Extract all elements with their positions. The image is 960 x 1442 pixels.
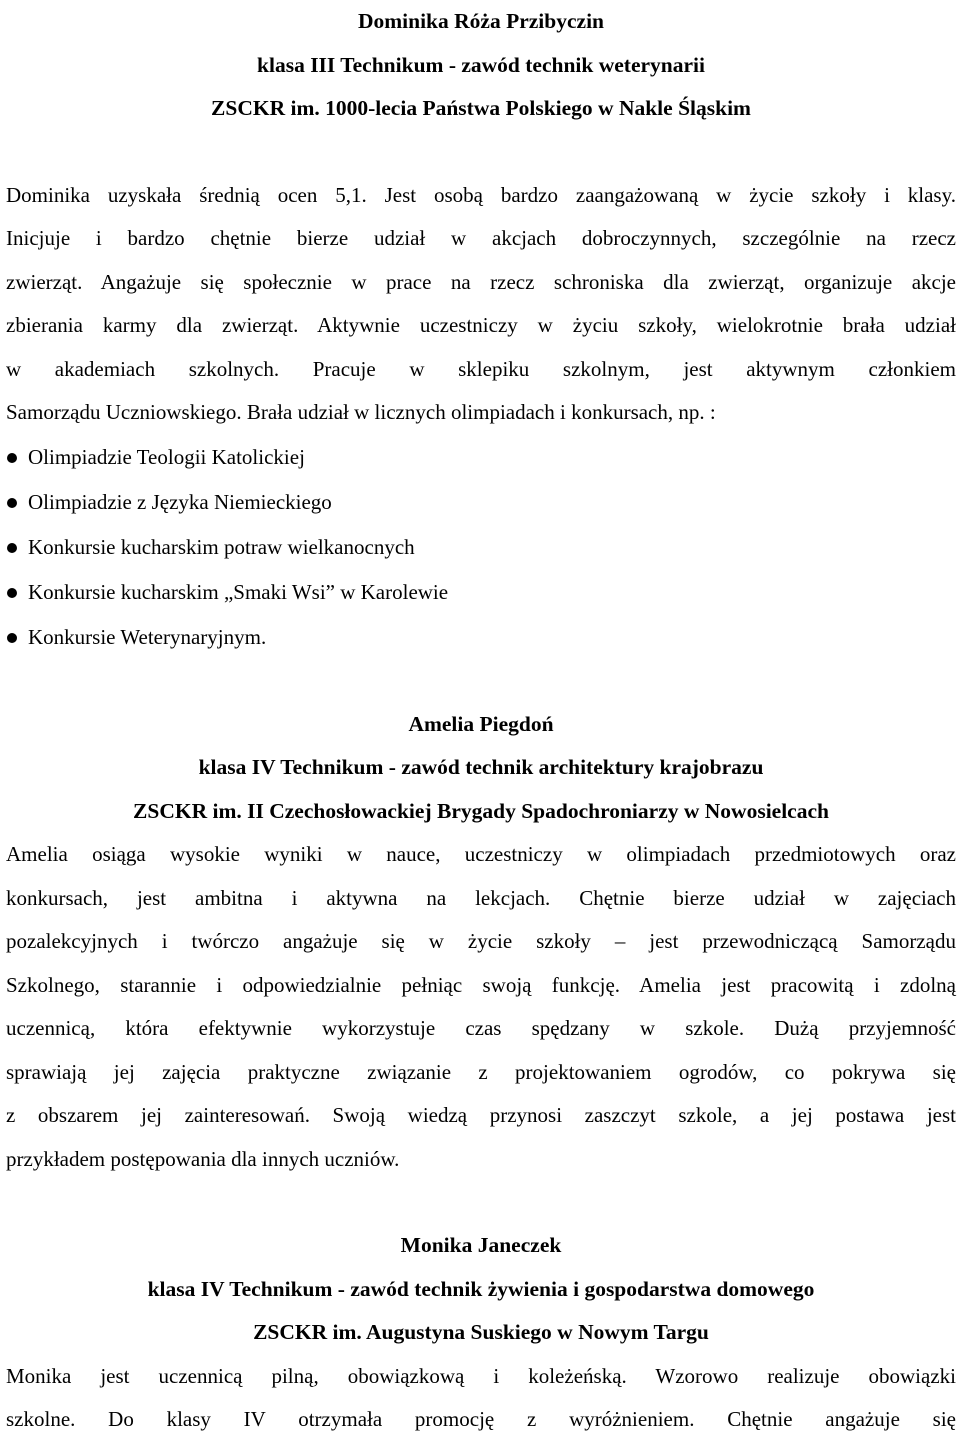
list-item-text: Olimpiadzie z Języka Niemieckiego xyxy=(28,489,332,514)
spacer xyxy=(6,660,956,703)
paragraph-line: Szkolnego, starannie i odpowiedzialnie pełniąc swoją funkcję. Amelia jest pracowitą i zdolną xyxy=(6,972,956,997)
student-name: Monika Janeczek xyxy=(400,1233,562,1257)
class-line: klasa IV Technikum - zawód technik architektury krajobrazu xyxy=(198,755,764,779)
paragraph-line: Inicjuje i bardzo chętnie bierze udział w akcjach dobroczynnych, szczególnie na rzecz xyxy=(6,226,956,250)
list-item-text: Olimpiadzie Teologii Katolickiej xyxy=(28,444,305,469)
paragraph-line: zbierania karmy dla zwierząt. Aktywnie uczestniczy w życiu szkoły, wielokrotnie brała udział xyxy=(6,313,956,337)
list-item-text: Konkursie kucharskim potraw wielkanocnych xyxy=(28,534,415,559)
paragraph-line: pozalekcyjnych i twórczo angażuje się w życie szkoły – jest przewodniczącą Samorządu xyxy=(6,929,956,953)
student-section-2 xyxy=(6,703,956,1182)
competitions-list xyxy=(6,435,956,660)
list-item xyxy=(6,615,956,660)
student-description xyxy=(6,833,956,1181)
list-item xyxy=(6,435,956,480)
paragraph-line: Samorządu Uczniowskiego. Brała udział w licznych olimpiadach i konkursach, np. : xyxy=(6,400,716,424)
list-item-text: Konkursie Weterynaryjnym. xyxy=(28,624,267,649)
student-description xyxy=(6,1355,956,1442)
document-page xyxy=(6,0,956,1442)
paragraph-line: sprawiają jej zajęcia praktyczne związanie z projektowaniem ogrodów, co pokrywa się xyxy=(6,1059,956,1084)
list-item xyxy=(6,480,956,525)
list-item xyxy=(6,570,956,615)
paragraph-line: zwierząt. Angażuje się społecznie w prace na rzecz schroniska dla zwierząt, organizuje akcje xyxy=(6,269,956,294)
student-name: Amelia Piegdoń xyxy=(408,711,554,736)
spacer xyxy=(6,131,956,174)
paragraph-line: uczennicą, która efektywnie wykorzystuje czas spędzany w szkole. Dużą przyjemność xyxy=(6,1016,956,1040)
bullet-icon xyxy=(7,453,17,463)
spacer xyxy=(6,1181,956,1224)
bullet-icon xyxy=(7,633,17,643)
paragraph-line: Dominika uzyskała średnią ocen 5,1. Jest osobą bardzo zaangażowaną w życie szkoły i klasy. xyxy=(6,182,956,207)
paragraph-line: w akademiach szkolnych. Pracuje w sklepiku szkolnym, jest aktywnym członkiem xyxy=(6,356,956,381)
student-section-3 xyxy=(6,1224,956,1442)
school-name: ZSCKR im. II Czechosłowackiej Brygady Spadochroniarzy w Nowosielcach xyxy=(133,798,829,823)
bullet-icon xyxy=(7,498,17,508)
student-description xyxy=(6,174,956,435)
paragraph-line: Amelia osiąga wysokie wyniki w nauce, uczestniczy w olimpiadach przedmiotowych oraz xyxy=(6,842,956,866)
paragraph-line: szkolne. Do klasy IV otrzymała promocję z wyróżnieniem. Chętnie angażuje się xyxy=(6,1407,956,1431)
paragraph-line: przykładem postępowania dla innych uczniów. xyxy=(6,1146,400,1171)
list-item-text: Konkursie kucharskim „Smaki Wsi” w Karolewie xyxy=(28,579,449,604)
student-section-1 xyxy=(6,0,956,660)
bullet-icon xyxy=(7,588,17,598)
list-item xyxy=(6,525,956,570)
class-line: klasa IV Technikum - zawód technik żywienia i gospodarstwa domowego xyxy=(147,1276,815,1301)
student-name: Dominika Róża Przibyczin xyxy=(357,9,605,33)
school-name: ZSCKR im. Augustyna Suskiego w Nowym Targu xyxy=(253,1320,709,1344)
class-line: klasa III Technikum - zawód technik weterynarii xyxy=(257,52,705,77)
paragraph-line: Monika jest uczennicą pilną, obowiązkową i koleżeńską. Wzorowo realizuje obowiązki xyxy=(6,1363,956,1388)
bullet-icon xyxy=(7,543,17,553)
school-name: ZSCKR im. 1000-lecia Państwa Polskiego w Nakle Śląskim xyxy=(211,96,751,120)
paragraph-line: konkursach, jest ambitna i aktywna na lekcjach. Chętnie bierze udział w zajęciach xyxy=(6,885,956,910)
paragraph-line: z obszarem jej zainteresowań. Swoją wiedzą przynosi zaszczyt szkole, a jej postawa jest xyxy=(6,1103,956,1127)
